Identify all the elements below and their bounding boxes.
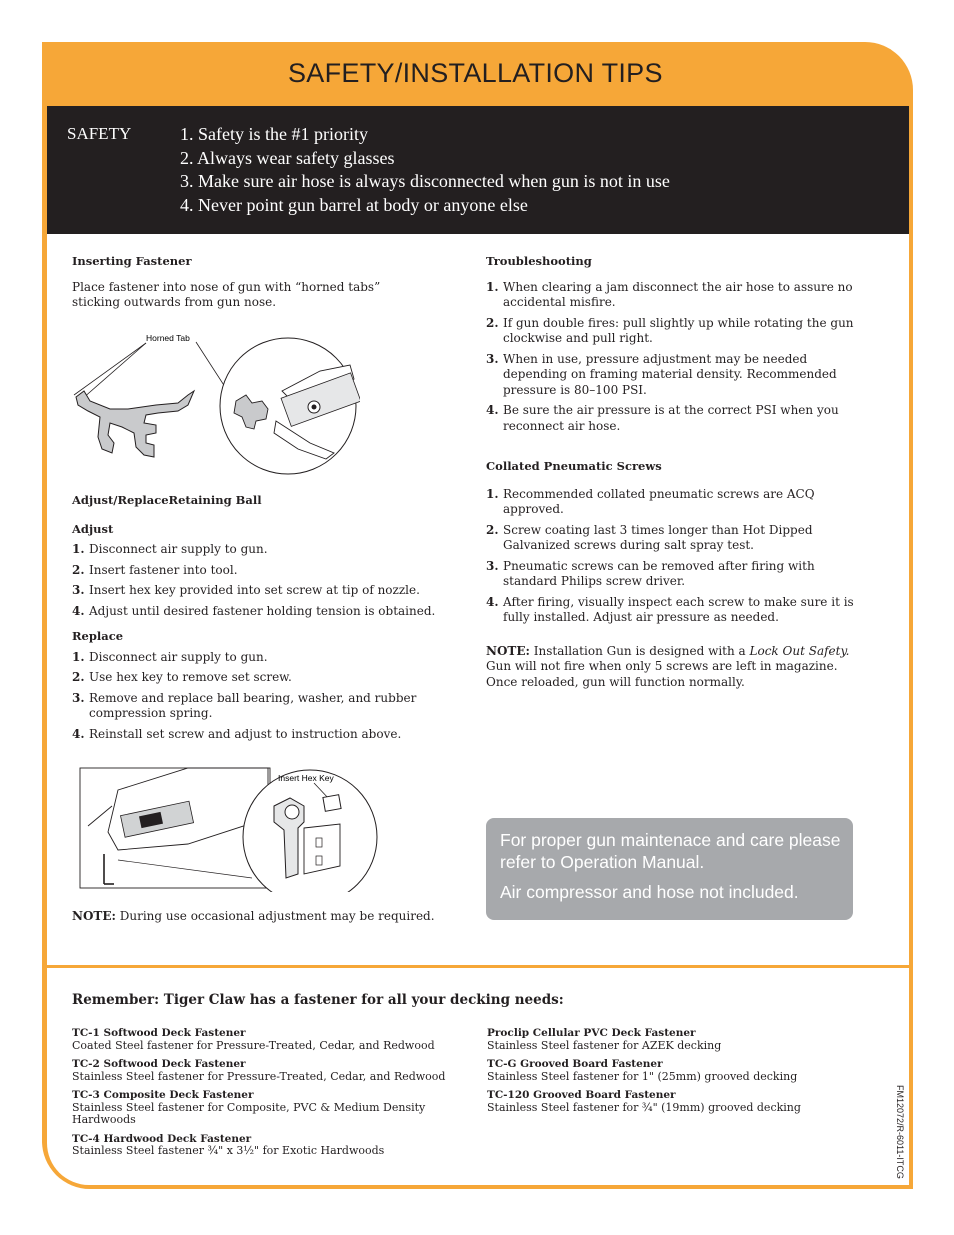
adjust-replace-section xyxy=(72,493,452,747)
product-item: TC-120 Grooved Board Fastener Stainless Steel fastener for ¾" (19mm) grooved decking xyxy=(487,1089,801,1114)
collated-step: 3. Pneumatic screws can be removed after firing with standard Philips screw driver. xyxy=(486,558,815,588)
remember-heading: Remember: Tiger Claw has a fastener for all your decking needs: xyxy=(72,992,564,1008)
replace-steps xyxy=(72,650,452,743)
troubleshooting-step: 2. If gun double fires: pull slightly up while rotating the gun clockwise and pull right. xyxy=(486,315,854,345)
page-title: SAFETY/INSTALLATION TIPS xyxy=(288,58,663,88)
adjust-heading: Adjust xyxy=(72,521,114,536)
safety-item: 2. Always wear safety glasses xyxy=(180,147,395,168)
adjust-step: 2. Insert fastener into tool. xyxy=(72,562,238,577)
safety-item: 4. Never point gun barrel at body or anyone else xyxy=(180,194,528,215)
troubleshooting-steps xyxy=(486,280,856,435)
safety-item: 3. Make sure air hose is always disconnected when gun is not in use xyxy=(180,171,670,191)
safety-label: SAFETY xyxy=(67,124,132,143)
inserting-text: Place fastener into nose of gun with “horned tabs” sticking outwards from gun nose. xyxy=(72,279,381,309)
maintenance-line-1: For proper gun maintenace and care please refer to Operation Manual. xyxy=(500,830,841,872)
insert-hex-key-label: Insert Hex Key xyxy=(278,773,334,783)
troubleshooting-step: 3. When in use, pressure adjustment may be needed depending on framing material density. Recommended pressure is 80–100 PSI. xyxy=(486,351,837,397)
safety-list xyxy=(180,123,670,217)
product-item: TC-1 Softwood Deck Fastener Coated Steel fastener for Pressure-Treated, Cedar, and Redwood xyxy=(72,1027,435,1052)
maintenance-line-2: Air compressor and hose not included. xyxy=(500,882,799,902)
replace-heading: Replace xyxy=(72,629,124,643)
product-item: TC-2 Softwood Deck Fastener Stainless Steel fastener for Pressure-Treated, Cedar, and Redwood xyxy=(72,1058,446,1083)
products-right xyxy=(487,1027,847,1120)
safety-band xyxy=(47,106,909,234)
products-left xyxy=(72,1027,452,1164)
replace-step: 3. Remove and replace ball bearing, washer, and rubber compression spring. xyxy=(72,690,417,720)
inserting-section xyxy=(72,254,432,311)
document-code: FM12072/R-6011-ITCG xyxy=(895,1085,905,1179)
maintenance-box xyxy=(486,818,853,920)
collated-steps xyxy=(486,487,856,626)
hex-key-illustration xyxy=(78,766,378,892)
collated-step: 1. Recommended collated pneumatic screws are ACQ approved. xyxy=(486,486,815,516)
troubleshooting-step: 1. When clearing a jam disconnect the air hose to assure no accidental misfire. xyxy=(486,279,853,309)
replace-step: 4. Reinstall set screw and adjust to instruction above. xyxy=(72,726,402,741)
adjust-step: 3. Insert hex key provided into set screw at tip of nozzle. xyxy=(72,583,420,597)
note-text: During use occasional adjustment may be required. xyxy=(115,909,435,923)
collated-section xyxy=(486,459,856,690)
product-item: Proclip Cellular PVC Deck Fastener Stainless Steel fastener for AZEK decking xyxy=(487,1027,722,1052)
troubleshooting-section xyxy=(486,254,856,439)
troubleshooting-step: 4. Be sure the air pressure is at the correct PSI when you reconnect air hose. xyxy=(486,403,839,433)
safety-item: 1. Safety is the #1 priority xyxy=(180,124,368,144)
product-item: TC-3 Composite Deck Fastener Stainless Steel fastener for Composite, PVC & Medium Density Hardwoods xyxy=(72,1089,426,1126)
horned-tab-illustration xyxy=(70,325,360,485)
adjust-note xyxy=(72,909,462,925)
collated-step: 2. Screw coating last 3 times longer than Hot Dipped Galvanized screws during salt spray test. xyxy=(486,522,813,552)
product-item: TC-4 Hardwood Deck Fastener Stainless Steel fastener ¾" x 3½" for Exotic Hardwoods xyxy=(72,1132,385,1157)
adjust-step: 1. Disconnect air supply to gun. xyxy=(72,542,268,556)
horned-tab-label: Horned Tab xyxy=(146,333,190,343)
collated-step: 4. After firing, visually inspect each screw to make sure it is fully installed. Adjust air pressure as needed. xyxy=(486,594,854,624)
collated-note: NOTE: Installation Gun is designed with a Lock Out Safety. Gun will not fire when only 5 screws are left in magazine. Once reloaded, gun will function normally. xyxy=(486,643,850,689)
troubleshooting-heading: Troubleshooting xyxy=(486,254,592,268)
adjust-steps xyxy=(72,542,452,619)
adjust-step: 4. Adjust until desired fastener holding tension is obtained. xyxy=(72,603,436,618)
collated-heading: Collated Pneumatic Screws xyxy=(486,459,662,473)
product-item: TC-G Grooved Board Fastener Stainless Steel fastener for 1" (25mm) grooved decking xyxy=(487,1058,798,1083)
adjust-replace-heading: Adjust/ReplaceRetaining Ball xyxy=(72,493,262,507)
replace-step: 2. Use hex key to remove set screw. xyxy=(72,670,292,684)
note-label: NOTE: xyxy=(72,909,116,923)
replace-step: 1. Disconnect air supply to gun. xyxy=(72,649,268,664)
inserting-heading: Inserting Fastener xyxy=(72,254,192,268)
